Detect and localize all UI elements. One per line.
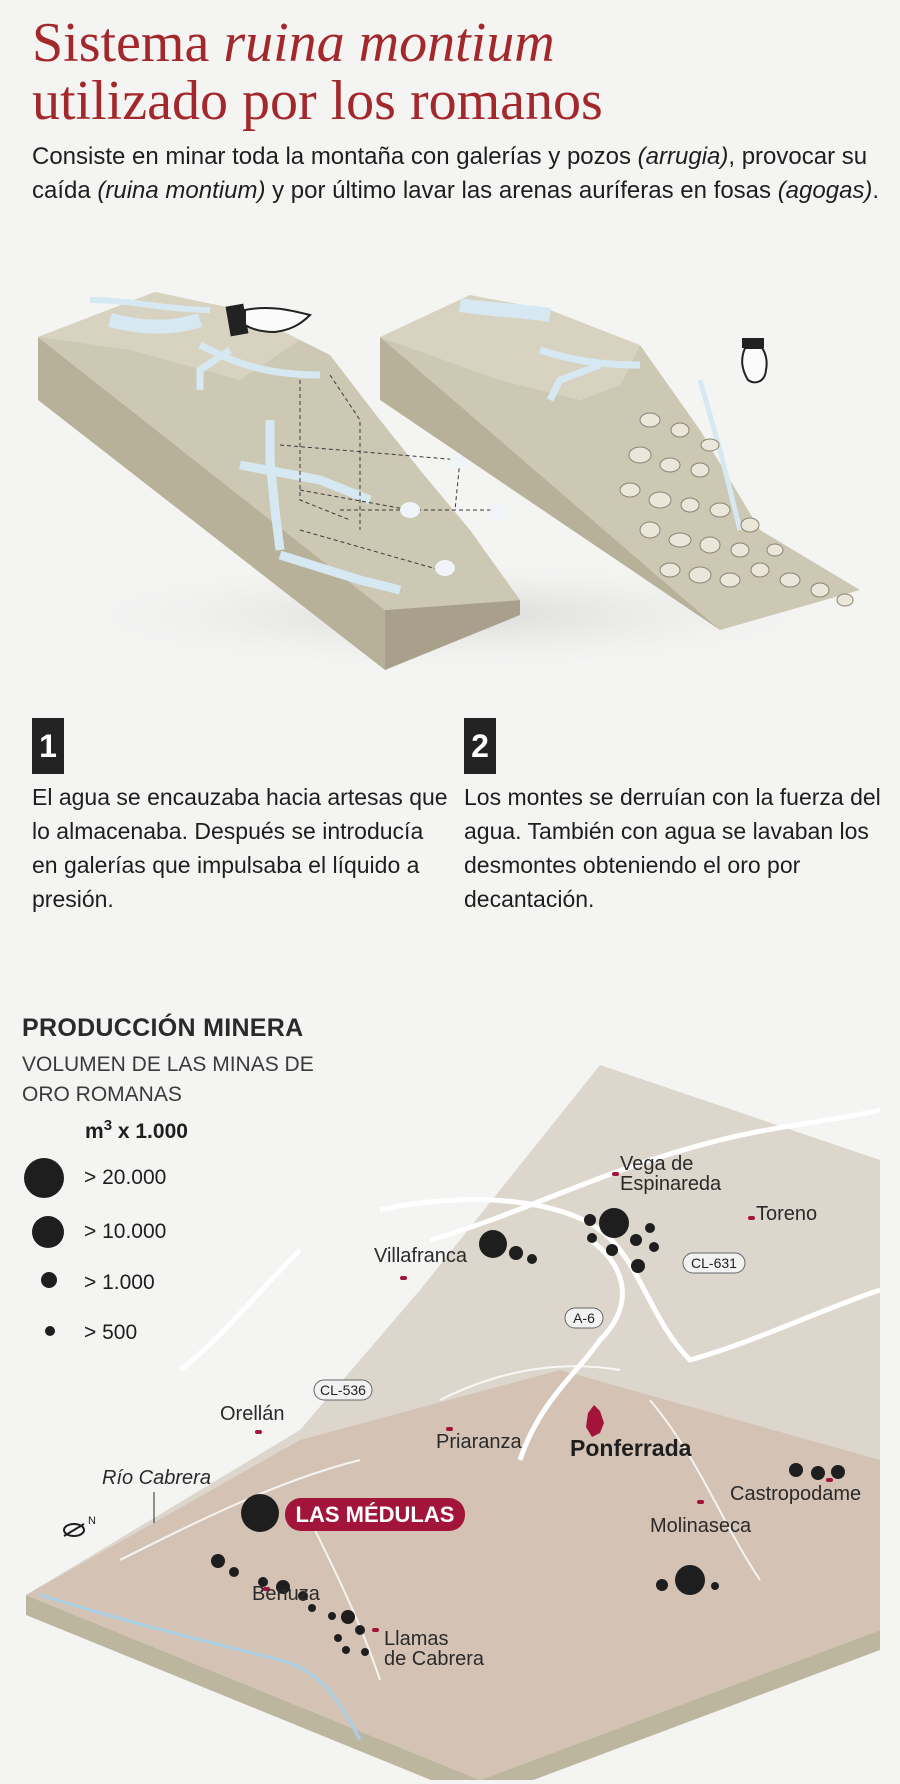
intro-term-ruina: (ruina montium) bbox=[97, 177, 266, 204]
legend-label-xl: > 20.000 bbox=[84, 1166, 167, 1189]
label-vega-1: Vega de bbox=[620, 1153, 694, 1175]
legend-label-s: > 500 bbox=[84, 1321, 138, 1344]
road-cl536: CL-536 bbox=[320, 1382, 366, 1398]
legend-label-m: > 1.000 bbox=[84, 1271, 155, 1294]
label-villafranca: Villafranca bbox=[374, 1245, 468, 1267]
title-italic: ruina montium bbox=[223, 12, 555, 74]
step-1-text: El agua se encauzaba hacia artesas que lo almacenaba. Después se introducía en galerías que impulsaba el líquido a presión. bbox=[32, 784, 448, 912]
intro-paragraph bbox=[32, 140, 882, 208]
step-2-badge: 2 bbox=[464, 718, 496, 774]
intro-text-2: , provocar su caída bbox=[32, 143, 868, 204]
intro-term-arrugia: (arrugia) bbox=[637, 143, 729, 170]
legend-dot-xl bbox=[24, 1158, 64, 1198]
north-compass-icon bbox=[64, 1515, 96, 1536]
page-title bbox=[32, 14, 872, 130]
las-medulas-callout bbox=[285, 1498, 465, 1531]
step-2-text: Los montes se derruían con la fuerza del agua. También con agua se lavaban los desmontes obteniendo el oro por decantación. bbox=[464, 784, 881, 912]
label-benuza: Benuza bbox=[252, 1583, 320, 1605]
road-a6: A-6 bbox=[573, 1310, 595, 1326]
title-line2: utilizado por los romanos bbox=[32, 70, 603, 132]
pointing-hand-icon bbox=[226, 304, 310, 337]
legend-dot-l bbox=[32, 1216, 64, 1248]
label-castropodame: Castropodame bbox=[730, 1483, 862, 1505]
label-priaranza: Priaranza bbox=[436, 1431, 522, 1453]
step-1-badge: 1 bbox=[32, 718, 64, 774]
label-las-medulas: LAS MÉDULAS bbox=[295, 1502, 455, 1527]
north-label: N bbox=[88, 1515, 96, 1527]
label-vega-2: Espinareda bbox=[620, 1173, 722, 1195]
intro-term-agogas: (agogas) bbox=[777, 177, 873, 204]
label-molinaseca: Molinaseca bbox=[650, 1515, 752, 1537]
legend-title: PRODUCCIÓN MINERA bbox=[22, 1014, 304, 1042]
intro-text-1: Consiste en minar toda la montaña con galerías y pozos bbox=[32, 143, 638, 170]
intro-text-3: y por último lavar las arenas auríferas en fosas bbox=[265, 177, 778, 204]
legend-subtitle: VOLUMEN DE LAS MINAS DE ORO ROMANAS bbox=[22, 1053, 314, 1106]
label-toreno: Toreno bbox=[756, 1203, 818, 1225]
road-cl631: CL-631 bbox=[691, 1255, 737, 1271]
label-orellan: Orellán bbox=[220, 1403, 285, 1425]
title-plain: Sistema bbox=[32, 12, 224, 74]
label-llamas-1: Llamas bbox=[384, 1628, 449, 1650]
legend-dot-s bbox=[45, 1326, 55, 1336]
label-ponferrada: Ponferrada bbox=[570, 1435, 692, 1461]
legend-dot-m bbox=[41, 1272, 57, 1288]
label-rio-cabrera: Río Cabrera bbox=[102, 1467, 211, 1489]
pointing-down-hand-icon bbox=[742, 338, 767, 382]
legend-label-l: > 10.000 bbox=[84, 1220, 167, 1243]
intro-text-4: . bbox=[872, 177, 880, 204]
mining-map bbox=[0, 1040, 900, 1780]
label-llamas-2: de Cabrera bbox=[384, 1648, 485, 1670]
legend-unit: $m^3$ x 1.000 bbox=[85, 1117, 188, 1143]
mining-illustration bbox=[0, 270, 900, 710]
